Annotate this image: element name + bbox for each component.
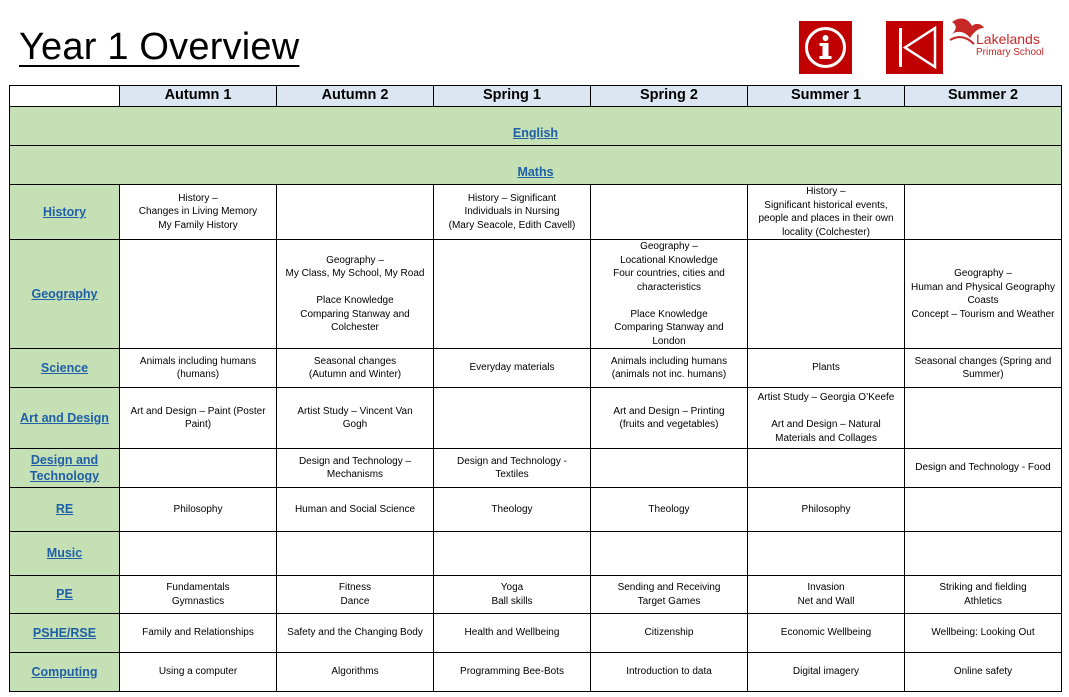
subject-link-re[interactable]: RE xyxy=(55,502,74,517)
table-cell: Art and Design – Printing (fruits and vegetables) xyxy=(591,388,748,449)
table-cell: Invasion Net and Wall xyxy=(748,576,905,614)
table-cell xyxy=(120,449,277,488)
table-cell: Safety and the Changing Body xyxy=(277,614,434,653)
subject-row-art-and-design xyxy=(10,388,1062,449)
subject-link-pshe-rse[interactable]: PSHE/RSE xyxy=(32,625,97,640)
corner-cell xyxy=(10,86,120,107)
table-cell: Sending and Receiving Target Games xyxy=(591,576,748,614)
table-cell xyxy=(591,185,748,240)
table-cell: Health and Wellbeing xyxy=(434,614,591,653)
table-cell: Philosophy xyxy=(120,488,277,532)
table-cell: Introduction to data xyxy=(591,653,748,692)
table-cell: Design and Technology - Textiles xyxy=(434,449,591,488)
table-cell: Design and Technology - Food xyxy=(905,449,1062,488)
subject-cell xyxy=(10,576,120,614)
subject-link-english[interactable]: English xyxy=(512,125,559,140)
term-header-row xyxy=(10,86,1062,107)
subject-row-design-and-technology xyxy=(10,449,1062,488)
table-cell xyxy=(748,449,905,488)
english-banner xyxy=(10,107,1062,146)
subject-link-geography[interactable]: Geography xyxy=(31,286,98,301)
subject-row-music xyxy=(10,532,1062,576)
subject-cell xyxy=(10,240,120,349)
table-cell: Online safety xyxy=(905,653,1062,692)
subject-row-pe xyxy=(10,576,1062,614)
logo-text-name: Lakelands xyxy=(976,31,1040,47)
table-cell: Everyday materials xyxy=(434,349,591,388)
table-cell: Striking and fielding Athletics xyxy=(905,576,1062,614)
term-header: Autumn 2 xyxy=(277,86,434,107)
table-cell: Fitness Dance xyxy=(277,576,434,614)
table-cell xyxy=(905,185,1062,240)
back-icon xyxy=(886,21,943,74)
subject-cell xyxy=(10,488,120,532)
subject-cell xyxy=(10,388,120,449)
table-cell: Seasonal changes (Spring and Summer) xyxy=(905,349,1062,388)
table-cell: Artist Study – Vincent Van Gogh xyxy=(277,388,434,449)
maths-row xyxy=(10,146,1062,185)
subject-cell xyxy=(10,349,120,388)
table-cell xyxy=(748,240,905,349)
table-cell: Human and Social Science xyxy=(277,488,434,532)
table-cell: Using a computer xyxy=(120,653,277,692)
subject-link-art-and-design[interactable]: Art and Design xyxy=(20,410,109,425)
table-cell xyxy=(120,532,277,576)
subject-cell xyxy=(10,614,120,653)
term-header: Autumn 1 xyxy=(120,86,277,107)
english-row xyxy=(10,107,1062,146)
table-cell xyxy=(905,532,1062,576)
table-cell: Wellbeing: Looking Out xyxy=(905,614,1062,653)
table-cell: Theology xyxy=(591,488,748,532)
logo-text-subtitle: Primary School xyxy=(976,47,1044,58)
table-cell xyxy=(591,532,748,576)
table-cell: Art and Design – Paint (Poster Paint) xyxy=(120,388,277,449)
table-cell: Yoga Ball skills xyxy=(434,576,591,614)
table-cell: Geography – Locational Knowledge Four countries, cities and characteristics Place Knowledge Comparing Stanway and London xyxy=(591,240,748,349)
table-cell: Seasonal changes (Autumn and Winter) xyxy=(277,349,434,388)
table-cell: Plants xyxy=(748,349,905,388)
info-icon xyxy=(799,21,852,74)
overview-table xyxy=(9,85,1062,692)
term-header: Summer 2 xyxy=(905,86,1062,107)
subject-link-maths[interactable]: Maths xyxy=(517,164,554,179)
table-cell xyxy=(434,532,591,576)
subject-cell xyxy=(10,185,120,240)
subject-row-pshe-rse xyxy=(10,614,1062,653)
table-cell: Animals including humans (humans) xyxy=(120,349,277,388)
table-cell: History – Significant historical events, people and places in their own locality (Colchester) xyxy=(748,185,905,240)
table-cell xyxy=(748,532,905,576)
table-cell: History – Changes in Living Memory My Family History xyxy=(120,185,277,240)
subject-row-history xyxy=(10,185,1062,240)
maths-banner xyxy=(10,146,1062,185)
table-cell: Citizenship xyxy=(591,614,748,653)
table-cell: Design and Technology – Mechanisms xyxy=(277,449,434,488)
table-cell xyxy=(591,449,748,488)
table-cell: Geography – Human and Physical Geography Coasts Concept – Tourism and Weather xyxy=(905,240,1062,349)
subject-row-computing xyxy=(10,653,1062,692)
table-cell xyxy=(277,532,434,576)
table-cell xyxy=(120,240,277,349)
table-cell: Animals including humans (animals not inc. humans) xyxy=(591,349,748,388)
table-cell: Algorithms xyxy=(277,653,434,692)
term-header: Spring 1 xyxy=(434,86,591,107)
subject-row-re xyxy=(10,488,1062,532)
school-logo xyxy=(946,12,1046,68)
subject-link-science[interactable]: Science xyxy=(40,360,89,375)
subject-row-geography xyxy=(10,240,1062,349)
table-cell xyxy=(434,388,591,449)
subject-cell xyxy=(10,532,120,576)
table-cell: Family and Relationships xyxy=(120,614,277,653)
table-cell: Artist Study – Georgia O’Keefe Art and Design – Natural Materials and Collages xyxy=(748,388,905,449)
subject-link-computing[interactable]: Computing xyxy=(31,664,98,679)
table-cell: Digital imagery xyxy=(748,653,905,692)
back-button[interactable] xyxy=(886,21,943,74)
term-header: Summer 1 xyxy=(748,86,905,107)
table-cell xyxy=(434,240,591,349)
term-header: Spring 2 xyxy=(591,86,748,107)
table-cell: Economic Wellbeing xyxy=(748,614,905,653)
table-cell: History – Significant Individuals in Nursing (Mary Seacole, Edith Cavell) xyxy=(434,185,591,240)
table-cell: Geography – My Class, My School, My Road Place Knowledge Comparing Stanway and Colchester xyxy=(277,240,434,349)
table-cell: Fundamentals Gymnastics xyxy=(120,576,277,614)
subject-link-pe[interactable]: PE xyxy=(56,587,73,602)
subject-link-music[interactable]: Music xyxy=(46,546,83,561)
table-cell xyxy=(905,488,1062,532)
subject-link-history[interactable]: History xyxy=(42,204,87,219)
subject-row-science xyxy=(10,349,1062,388)
table-cell xyxy=(905,388,1062,449)
table-cell: Philosophy xyxy=(748,488,905,532)
table-cell xyxy=(277,185,434,240)
subject-cell xyxy=(10,653,120,692)
info-button[interactable] xyxy=(799,21,852,74)
table-cell: Programming Bee-Bots xyxy=(434,653,591,692)
subject-link-design-and-technology[interactable]: Design and Technology xyxy=(29,452,100,483)
page-title: Year 1 Overview xyxy=(19,26,300,68)
table-cell: Theology xyxy=(434,488,591,532)
subject-cell xyxy=(10,449,120,488)
